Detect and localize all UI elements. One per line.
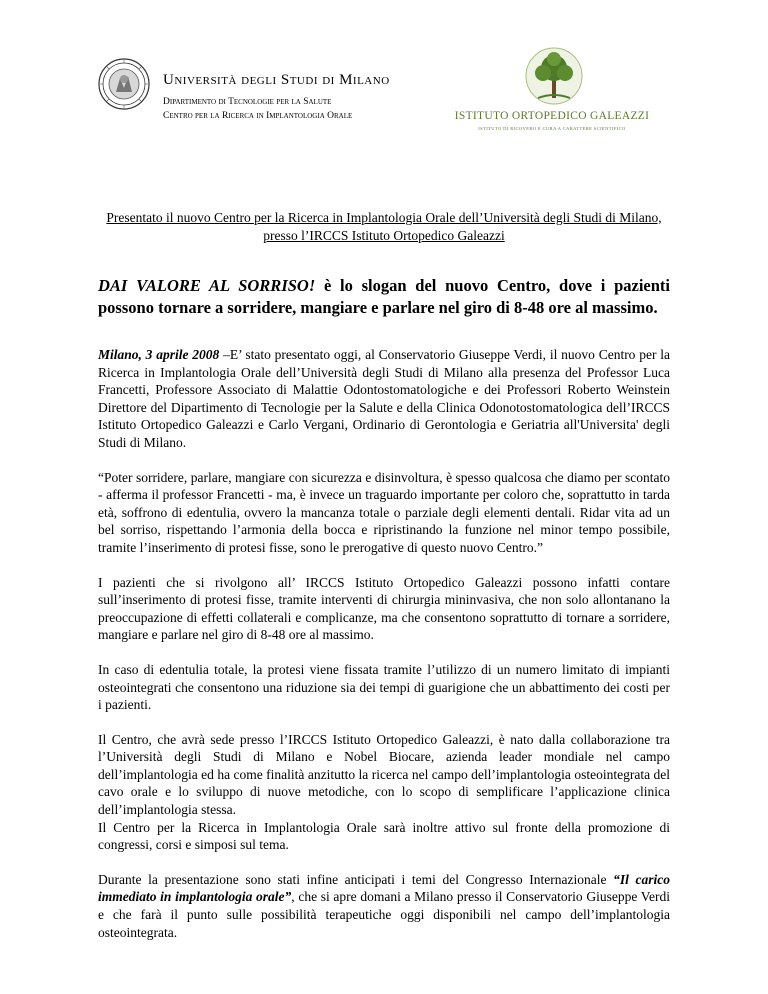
department-name: Dipartimento di Tecnologie per la Salute	[163, 97, 332, 107]
university-seal-icon	[98, 58, 150, 110]
university-name: Università degli Studi di Milano	[163, 72, 390, 88]
center-name: Centro per la Ricerca in Implantologia Orale	[163, 111, 353, 121]
article-body	[98, 346, 670, 958]
paragraph-5: Il Centro, che avrà sede presso l’IRCCS Istituto Ortopedico Galeazzi, è nato dalla collaborazione tra l’Università degli Studi di Milano e Nobel Biocare, azienda leader mondiale nel campo dell’implantologia ed ha come finalità anzitutto la ricerca nel campo dell’implantologia osteointegrata del cavo orale e lo sviluppo di nuove metodiche, con lo scopo di semplificare l’applicazione clinica dell’implantologia stessa.	[98, 731, 670, 818]
galeazzi-logo	[440, 46, 664, 136]
announcement: Presentato il nuovo Centro per la Ricerca in Implantologia Orale dell’Università degli Studi di Milano, presso l’IRCCS Istituto Ortopedico Galeazzi	[106, 210, 662, 243]
galeazzi-logo-subtitle: ISTITUTO DI RICOVERO E CURA A CARATTERE SCIENTIFICO	[478, 126, 626, 131]
headline	[98, 275, 670, 319]
paragraph-6: Il Centro per la Ricerca in Implantologia Orale sarà inoltre attivo sul fronte della promozione di congressi, corsi e simposi sul tema.	[98, 819, 670, 853]
paragraph-1-text: –E’ stato presentato oggi, al Conservatorio Giuseppe Verdi, il nuovo Centro per la Ricerca in Implantologia Orale dell’Università degli Studi di Milano alla presenza del Professor Luca Francetti, Professore Associato di Malattie Odontostomatologiche e dei Professori Roberto Weinstein Direttore del Dipartimento di Tecnologie per la Salute e della Clinica Odonotostomatologica dell’IRCCS Istituto Ortopedico Galeazzi e Carlo Vergani, Ordinario di Gerontologia e Geriatria all'Universita' degli Studi di Milano.	[98, 347, 671, 450]
paragraph-4: In caso di edentulia totale, la protesi viene fissata tramite l’utilizzo di un numero limitato di impianti osteointegrati che consentono una riduzione sia dei tempi di guarigione che un abbattimento dei costi per i pazienti.	[98, 661, 670, 713]
dateline: Milano, 3 aprile 2008	[98, 347, 220, 362]
paragraph-7-before: Durante la presentazione sono stati infine anticipati i temi del Congresso Internazionale	[98, 871, 614, 887]
paragraph-7	[98, 871, 670, 941]
paragraph-2: “Poter sorridere, parlare, mangiare con sicurezza e disinvoltura, è spesso qualcosa che diamo per scontato - afferma il professor Francetti - ma, è invece un traguardo importante per coloro che, soprattutto in tarda età, soffrono di edentulia, ovvero la mancanza totale o parziale degli elementi dentali. Ridar vita ad un bel sorriso, rispettando l’armonia della bocca e ripristinando la funzione nel minor tempo possibile, tramite l’inserimento di protesi fisse, sono le prerogative di questo nuovo Centro.”	[98, 469, 670, 555]
paragraph-1	[98, 346, 670, 452]
headline-rest: è lo slogan del nuovo Centro, dove i pazienti possono tornare a sorridere, mangiare e parlare nel giro di 8-48 ore al massimo.	[98, 276, 670, 317]
tree-icon	[524, 46, 584, 108]
university-block	[163, 71, 390, 123]
paragraph-3: I pazienti che si rivolgono all’ IRCCS Istituto Ortopedico Galeazzi possono infatti contare sull’inserimento di protesi fisse, tramite interventi di chirurgia mininvasiva, che non solo allontanano la preoccupazione di effetti collaterali e complicanze, ma che consentono soprattutto di tornare a sorridere, mangiare e parlare nel giro di 8-48 ore al massimo.	[98, 574, 670, 643]
paragraph-7-after: , che si apre domani a Milano presso il Conservatorio Giuseppe Verdi e che farà il punto sulle possibilità terapeutiche oggi disponibili nel campo dell’implantologia osteointegrata.	[98, 889, 671, 940]
galeazzi-logo-name: ISTITUTO ORTOPEDICO GALEAZZI	[454, 110, 650, 122]
congress-title: “Il carico immediato in implantologia orale”	[98, 871, 670, 905]
letterhead	[0, 0, 768, 150]
headline-slogan: DAI VALORE AL SORRISO!	[98, 276, 316, 295]
